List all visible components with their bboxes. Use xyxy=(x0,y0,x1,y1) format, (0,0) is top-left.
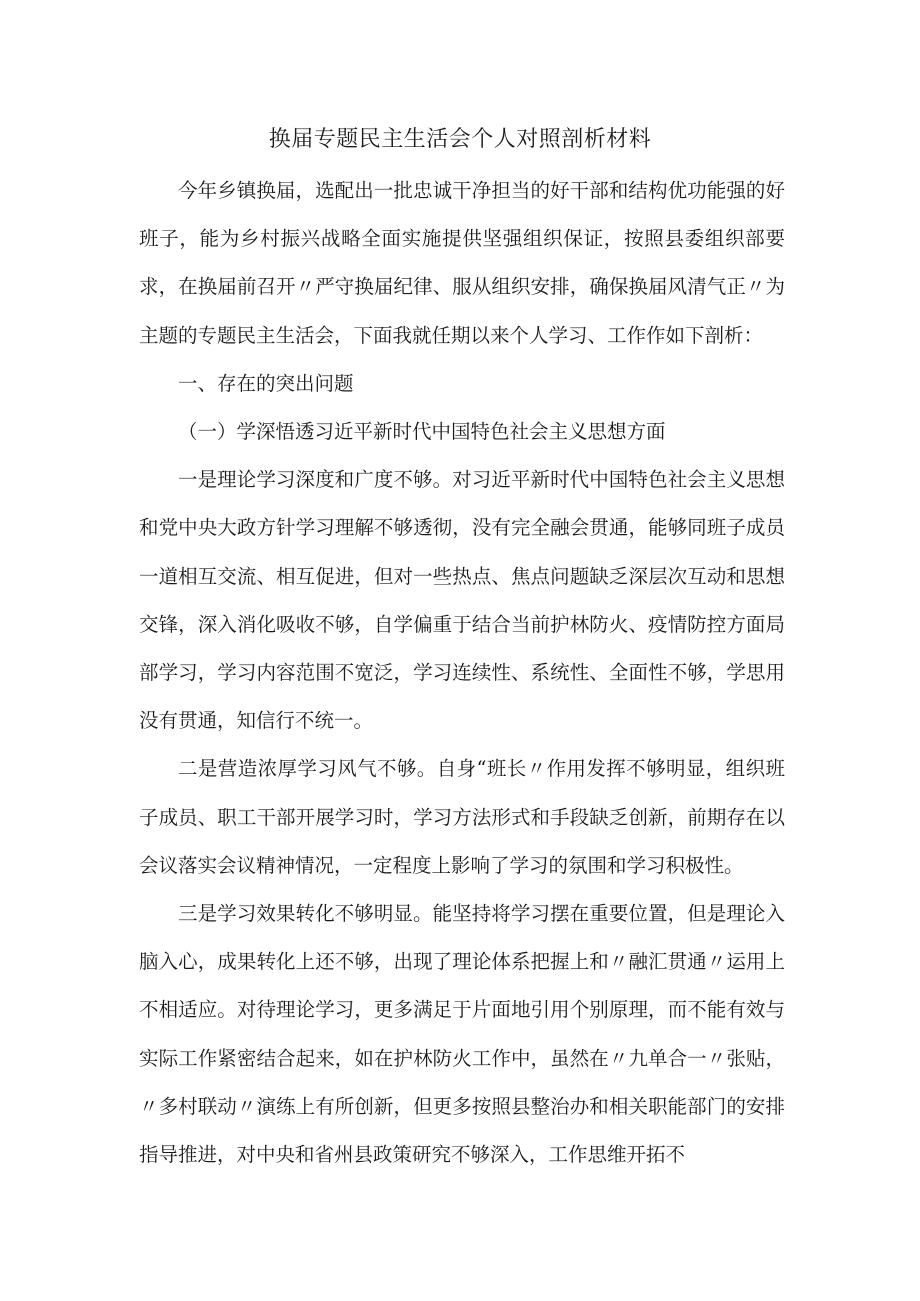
paragraph-point-3: 三是学习效果转化不够明显。能坚持将学习摆在重要位置，但是理论入脑入心，成果转化上还不够，出现了理论体系把握上和〃融汇贯通〃运用上不相适应。对待理论学习，更多满足于片面地引用个别原理，而不能有效与实际工作紧密结合起来，如在护林防火工作中，虽然在〃九单合一〃张贴，〃多村联动〃演练上有所创新，但更多按照县整治办和相关职能部门的安排指导推进，对中央和省州县政策研究不够深入，工作思维开拓不 xyxy=(139,902,785,1167)
paragraph-point-1: 一是理论学习深度和广度不够。对习近平新时代中国特色社会主义思想和党中央大政方针学习理解不够透彻，没有完全融会贯通，能够同班子成员一道相互交流、相互促进，但对一些热点、焦点问题缺乏深层次互动和思想交锋，深入消化吸收不够，自学偏重于结合当前护林防火、疫情防控方面局部学习，学习内容范围不宽泛，学习连续性、系统性、全面性不够，学思用没有贯通，知信行不统一。 xyxy=(139,468,785,733)
subsection-heading: （一）学深悟透习近平新时代中国特色社会主义思想方面 xyxy=(178,420,666,444)
document-body xyxy=(139,167,785,1179)
paragraph-point-2: 二是营造浓厚学习风气不够。自身“班长〃作用发挥不够明显，组织班子成员、职工干部开展学习时，学习方法形式和手段缺乏创新，前期存在以会议落实会议精神情况，一定程度上影响了学习的氛围和学习积极性。 xyxy=(139,757,785,877)
paragraph-intro: 今年乡镇换届，选配出一批忠诚干净担当的好干部和结构优功能强的好班子，能为乡村振兴战略全面实施提供坚强组织保证，按照县委组织部要求，在换届前召开〃严守换届纪律、服从组织安排，确保换届风清气正〃为主题的专题民主生活会，下面我就任期以来个人学习、工作作如下剖析： xyxy=(139,179,785,347)
section-heading: 一、存在的突出问题 xyxy=(178,371,354,395)
document-title: 换届专题民主生活会个人对照剖析材料 xyxy=(268,127,652,152)
